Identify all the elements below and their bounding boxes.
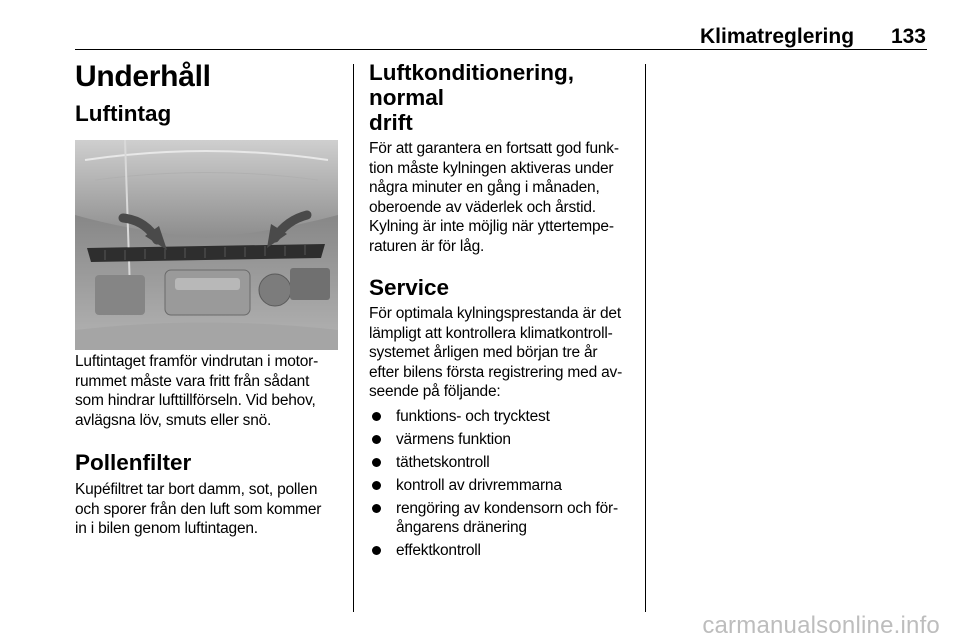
section-title-air-intake: Luftintag [75, 101, 172, 126]
list-item-text: funktions- och trycktest [396, 407, 550, 425]
list-item-text: kontroll av drivremmarna [396, 476, 562, 494]
text-line: några minuter en gång i månaden, [369, 179, 600, 196]
text-line: tion måste kylningen aktiveras under [369, 159, 614, 177]
chapter-title: Underhåll [75, 60, 211, 93]
header-divider [75, 49, 927, 50]
list-item [369, 499, 635, 538]
text-line: och sporer från den luft som kommer [75, 500, 322, 518]
list-item-text: rengöring av kondensorn och för- [396, 499, 618, 517]
service-body [369, 304, 635, 402]
list-item-text: värmens funktion [396, 430, 511, 448]
bullet-icon [372, 546, 381, 555]
list-item-text: effektkontroll [396, 542, 481, 559]
list-item-text: täthetskontroll [396, 453, 490, 471]
list-item [369, 430, 635, 450]
list-item [369, 453, 635, 473]
bullet-icon [372, 435, 381, 444]
bullet-icon [372, 458, 381, 467]
site-watermark[interactable]: carmanualsonline.info [702, 612, 940, 639]
pollen-filter-body [75, 480, 343, 539]
running-header-title: Klimatreglering [700, 25, 855, 48]
text-line: oberoende av väderlek och årstid. [369, 198, 596, 216]
engine-cover-ridge [175, 278, 240, 290]
column-divider-left [353, 64, 354, 612]
ac-normal-body [369, 139, 635, 256]
bullet-icon [372, 481, 381, 490]
list-item-text: ångarens dränering [396, 519, 527, 536]
title-line: Luftkonditionering, normal [369, 60, 574, 110]
front-bumper-area [75, 323, 338, 351]
right-column [369, 60, 635, 564]
title-line: drift [369, 110, 413, 135]
text-line: efter bilens första registrering med av- [369, 363, 623, 381]
bullet-icon [372, 504, 381, 513]
text-line: Luftintaget framför vindrutan i motor- [75, 353, 319, 370]
text-line: För att garantera en fortsatt god funk- [369, 140, 619, 157]
text-line: lämpligt att kontrollera klimatkontroll- [369, 324, 613, 342]
text-line: seende på följande: [369, 383, 501, 400]
section-title-service: Service [369, 275, 450, 300]
reservoir-cap [259, 274, 291, 306]
text-line: avlägsna löv, smuts eller snö. [75, 411, 272, 429]
text-line: Kylning är inte möjlig när yttertempe- [369, 218, 614, 235]
text-line: systemet årligen med början tre år [369, 344, 598, 361]
battery-box [290, 268, 330, 300]
column-divider-right [645, 64, 646, 612]
text-line: För optimala kylningsprestanda är det [369, 305, 621, 322]
text-line: som hindrar lufttillförseln. Vid behov, [75, 392, 316, 409]
text-line: Kupéfiltret tar bort damm, sot, pollen [75, 481, 318, 498]
service-checklist [369, 407, 635, 561]
air-intake-body [75, 352, 343, 430]
text-line: rummet måste vara fritt från sådant [75, 372, 310, 390]
list-item [369, 407, 635, 427]
section-title-ac-normal [369, 60, 635, 135]
engine-bay-photo [75, 140, 338, 350]
engine-cover [165, 270, 250, 315]
air-filter-box [95, 275, 145, 315]
text-line: in i bilen genom luftintagen. [75, 520, 258, 537]
bullet-icon [372, 412, 381, 421]
text-line: raturen är för låg. [369, 237, 485, 255]
page-number: 133 [890, 25, 926, 48]
section-title-pollen-filter: Pollenfilter [75, 450, 192, 475]
list-item [369, 541, 635, 561]
list-item [369, 476, 635, 496]
open-hood [75, 140, 338, 238]
